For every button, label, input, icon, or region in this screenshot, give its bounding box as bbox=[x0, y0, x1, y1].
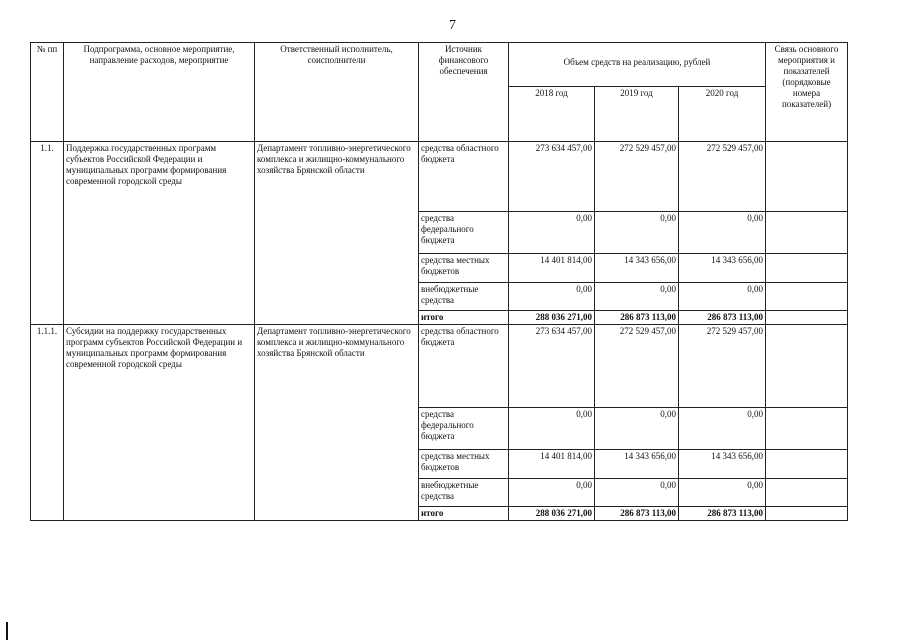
link-cell bbox=[766, 142, 848, 212]
executor-name: Департамент топливно-энергетического комплекса и жилищно-коммунального хозяйства Брянской области bbox=[255, 325, 419, 521]
executor-name: Департамент топливно-энергетического комплекса и жилищно-коммунального хозяйства Брянской области bbox=[255, 142, 419, 325]
value-2019: 0,00 bbox=[595, 479, 679, 507]
link-cell bbox=[766, 325, 848, 408]
budget-table bbox=[30, 42, 848, 521]
link-cell bbox=[766, 507, 848, 521]
link-cell bbox=[766, 408, 848, 450]
value-2020: 14 343 656,00 bbox=[679, 254, 766, 283]
scan-edge-mark bbox=[6, 622, 8, 640]
source-cell: внебюджетные средства bbox=[419, 283, 509, 311]
source-cell: внебюджетные средства bbox=[419, 479, 509, 507]
value-2018: 273 634 457,00 bbox=[509, 142, 595, 212]
program-name: Субсидии на поддержку государственных программ субъектов Российской Федерации и муниципальных программ формирования современной городской среды bbox=[64, 325, 255, 521]
value-2018: 0,00 bbox=[509, 408, 595, 450]
row-number: 1.1. bbox=[31, 142, 64, 325]
link-cell bbox=[766, 254, 848, 283]
header-executor: Ответственный исполнитель, соисполнители bbox=[255, 43, 419, 142]
link-cell bbox=[766, 450, 848, 479]
value-2020: 0,00 bbox=[679, 408, 766, 450]
value-2018: 0,00 bbox=[509, 283, 595, 311]
value-2018: 0,00 bbox=[509, 212, 595, 254]
header-year-2018: 2018 год bbox=[509, 87, 595, 142]
value-2018: 14 401 814,00 bbox=[509, 254, 595, 283]
link-cell bbox=[766, 311, 848, 325]
header-source: Источник финансового обеспечения bbox=[419, 43, 509, 142]
value-2018: 0,00 bbox=[509, 479, 595, 507]
header-link: Связь основного мероприятия и показателей (порядковые номера показателей) bbox=[766, 43, 848, 142]
value-2018: 288 036 271,00 bbox=[509, 507, 595, 521]
link-cell bbox=[766, 212, 848, 254]
program-name: Поддержка государственных программ субъектов Российской Федерации и муниципальных программ формирования современной городской среды bbox=[64, 142, 255, 325]
header-no: № пп bbox=[31, 43, 64, 142]
value-2019: 0,00 bbox=[595, 212, 679, 254]
value-2019: 0,00 bbox=[595, 283, 679, 311]
header-year-2020: 2020 год bbox=[679, 87, 766, 142]
source-cell: средства местных бюджетов bbox=[419, 450, 509, 479]
source-cell: средства федерального бюджета bbox=[419, 212, 509, 254]
source-cell: средства федерального бюджета bbox=[419, 408, 509, 450]
value-2019: 286 873 113,00 bbox=[595, 311, 679, 325]
header-year-2019: 2019 год bbox=[595, 87, 679, 142]
value-2019: 272 529 457,00 bbox=[595, 325, 679, 408]
value-2020: 0,00 bbox=[679, 212, 766, 254]
value-2019: 0,00 bbox=[595, 408, 679, 450]
value-2020: 14 343 656,00 bbox=[679, 450, 766, 479]
row-number: 1.1.1. bbox=[31, 325, 64, 521]
value-2019: 286 873 113,00 bbox=[595, 507, 679, 521]
source-cell: итого bbox=[419, 311, 509, 325]
source-cell: итого bbox=[419, 507, 509, 521]
link-cell bbox=[766, 283, 848, 311]
value-2019: 14 343 656,00 bbox=[595, 254, 679, 283]
table-row bbox=[31, 142, 848, 212]
header-program: Подпрограмма, основное мероприятие, направление расходов, мероприятие bbox=[64, 43, 255, 142]
table-row bbox=[31, 325, 848, 408]
value-2020: 272 529 457,00 bbox=[679, 325, 766, 408]
value-2018: 288 036 271,00 bbox=[509, 311, 595, 325]
value-2020: 0,00 bbox=[679, 283, 766, 311]
value-2020: 272 529 457,00 bbox=[679, 142, 766, 212]
value-2018: 273 634 457,00 bbox=[509, 325, 595, 408]
header-volume: Объем средств на реализацию, рублей bbox=[509, 43, 766, 87]
value-2020: 286 873 113,00 bbox=[679, 507, 766, 521]
value-2020: 0,00 bbox=[679, 479, 766, 507]
link-cell bbox=[766, 479, 848, 507]
source-cell: средства областного бюджета bbox=[419, 325, 509, 408]
value-2019: 272 529 457,00 bbox=[595, 142, 679, 212]
value-2020: 286 873 113,00 bbox=[679, 311, 766, 325]
value-2018: 14 401 814,00 bbox=[509, 450, 595, 479]
value-2019: 14 343 656,00 bbox=[595, 450, 679, 479]
source-cell: средства областного бюджета bbox=[419, 142, 509, 212]
source-cell: средства местных бюджетов bbox=[419, 254, 509, 283]
page-number: 7 bbox=[449, 18, 456, 33]
